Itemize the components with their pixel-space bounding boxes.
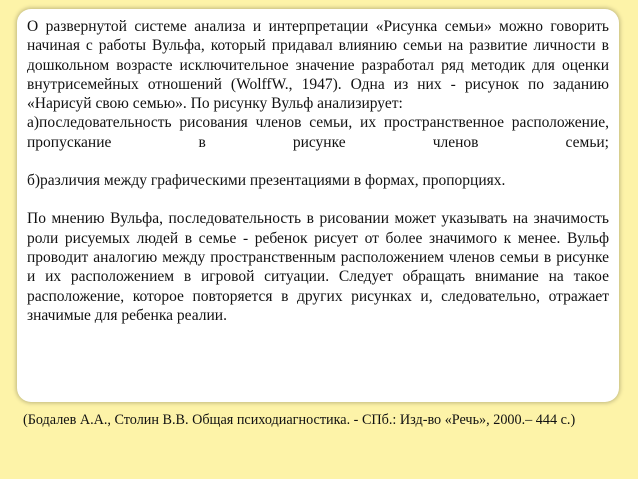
main-text-box [17, 9, 619, 402]
citation: (Бодалев А.А., Столин В.В. Общая психодиагностика. - СПб.: Изд-во «Речь», 2000.– 444 с.) [23, 412, 576, 428]
paragraph-intro: О развернутой системе анализа и интерпретации «Рисунка семьи» можно говорить начиная с работы Вульфа, который придавал влиянию семьи на развитие личности в дошкольном возрасте исключительное значение разработал ряд методик для оценки внутрисемейных отношений (WolffW., 1947). Одна из них - рисунок по заданию «Нарисуй свою семью». По рисунку Вульф анализирует: [27, 18, 609, 113]
paragraph-gap [27, 190, 609, 209]
paragraph-gap [27, 152, 609, 171]
list-item-b: б)различия между графическими презентациями в формах, пропорциях. [27, 172, 506, 190]
paragraph-sequence: По мнению Вульфа, последовательность в рисовании может указывать на значимость роли рисуемых людей в семье - ребенок рисует от более значимого к менее. Вульф проводит аналогию между пространственным расположением членов семьи в рисунке и их расположением в игровой ситуации. Следует обращать внимание на такое расположение, которое повторяется в других рисунках и, следовательно, отражает значимые для ребенка реалии. [27, 210, 609, 324]
list-item-a: а)последовательность рисования членов семьи, их пространственное расположение, пропускание в рисунке членов семьи; [27, 114, 609, 151]
